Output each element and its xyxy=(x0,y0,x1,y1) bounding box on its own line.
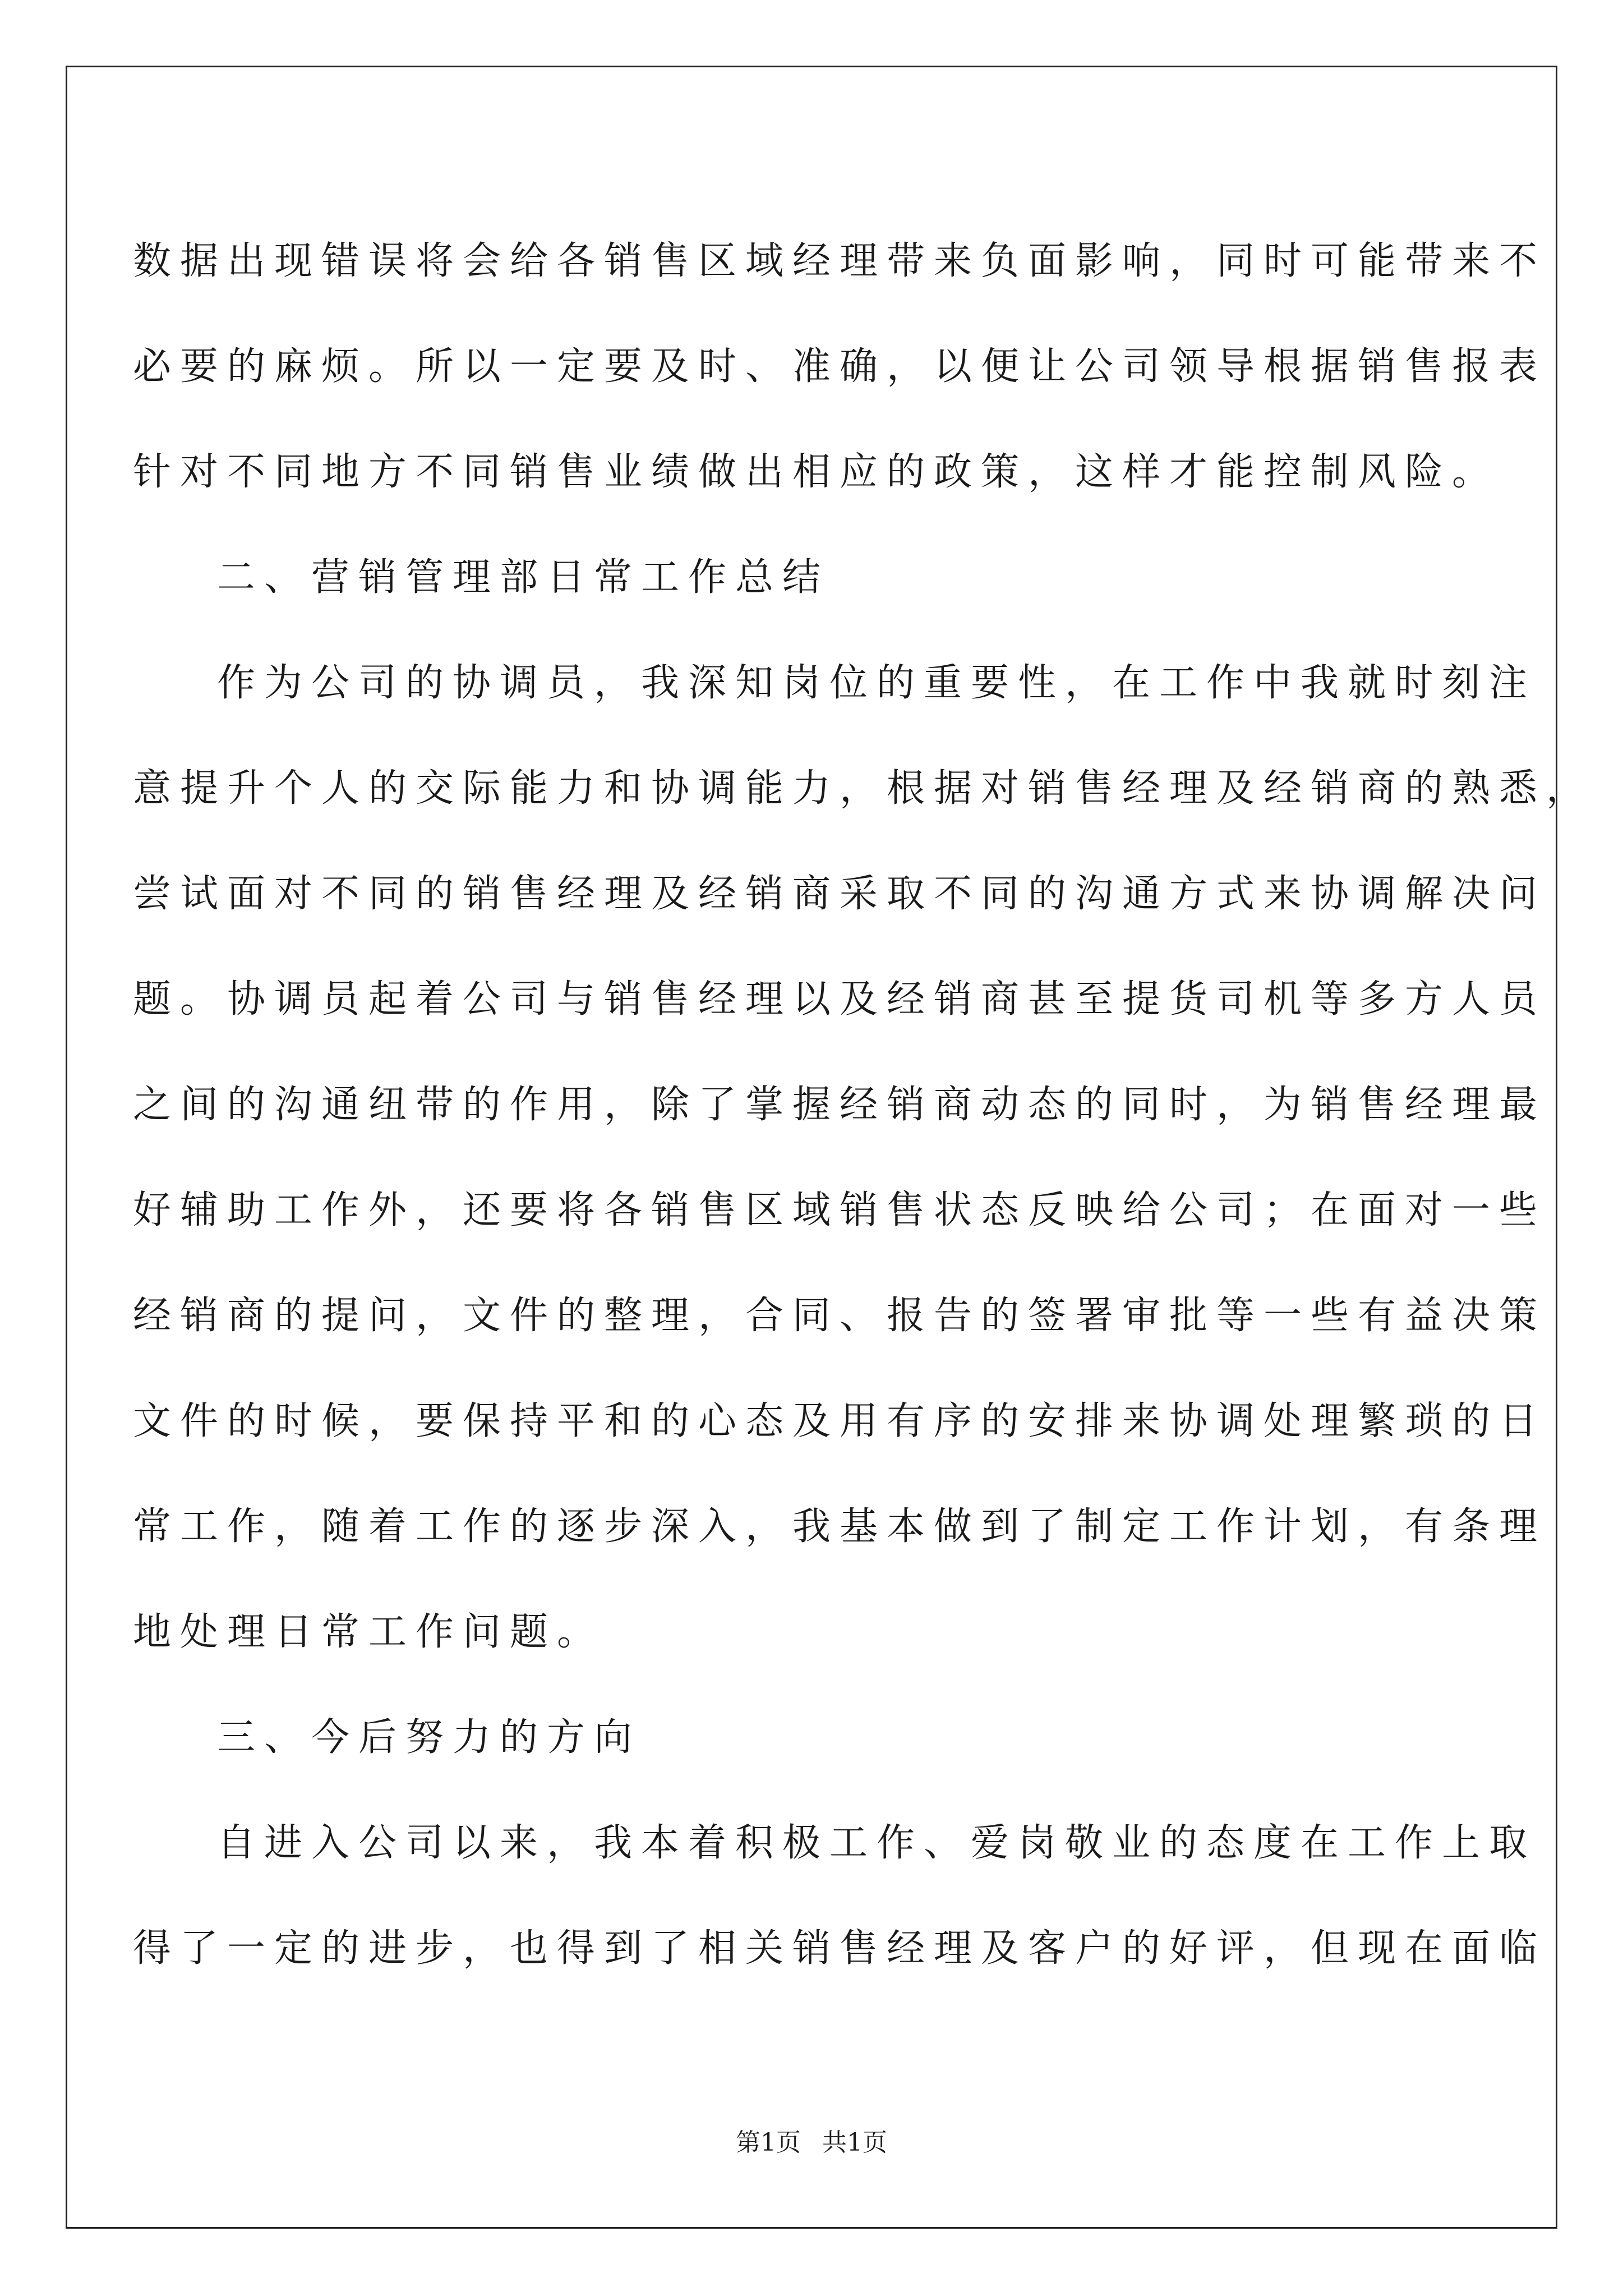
section-heading: 三、今后努力的方向 xyxy=(217,1715,642,1760)
body-line: 之间的沟通纽带的作用，除了掌握经销商动态的同时，为销售经理最 xyxy=(133,1083,1547,1127)
body-line: 作为公司的协调员，我深知岗位的重要性，在工作中我就时刻注 xyxy=(217,661,1537,705)
body-line: 数据出现错误将会给各销售区域经理带来负面影响，同时可能带来不 xyxy=(133,239,1547,283)
body-line: 必要的麻烦。所以一定要及时、准确，以便让公司领导根据销售报表 xyxy=(133,344,1547,389)
page-footer xyxy=(0,2126,1623,2160)
body-line: 经销商的提问，文件的整理，合同、报告的签署审批等一些有益决策 xyxy=(133,1294,1547,1338)
body-line: 常工作，随着工作的逐步深入，我基本做到了制定工作计划，有条理 xyxy=(133,1504,1547,1549)
body-line: 得了一定的进步，也得到了相关销售经理及客户的好评，但现在面临 xyxy=(133,1926,1547,1971)
body-line: 好辅助工作外，还要将各销售区域销售状态反映给公司；在面对一些 xyxy=(133,1188,1547,1232)
body-line: 地处理日常工作问题。 xyxy=(133,1610,605,1654)
page-number: 第1页 xyxy=(736,2128,801,2157)
section-heading: 二、营销管理部日常工作总结 xyxy=(217,555,830,600)
page-count: 共1页 xyxy=(822,2128,887,2157)
body-line: 文件的时候，要保持平和的心态及用有序的安排来协调处理繁琐的日 xyxy=(133,1399,1547,1443)
body-line: 题。协调员起着公司与销售经理以及经销商甚至提货司机等多方人员 xyxy=(133,977,1547,1022)
body-line: 意提升个人的交际能力和协调能力，根据对销售经理及经销商的熟悉， xyxy=(133,766,1594,811)
body-line: 自进入公司以来，我本着积极工作、爱岗敬业的态度在工作上取 xyxy=(217,1821,1537,1865)
body-line: 针对不同地方不同销售业绩做出相应的政策，这样才能控制风险。 xyxy=(133,450,1500,494)
body-line: 尝试面对不同的销售经理及经销商采取不同的沟通方式来协调解决问 xyxy=(133,872,1547,916)
document-body xyxy=(133,209,1594,2001)
